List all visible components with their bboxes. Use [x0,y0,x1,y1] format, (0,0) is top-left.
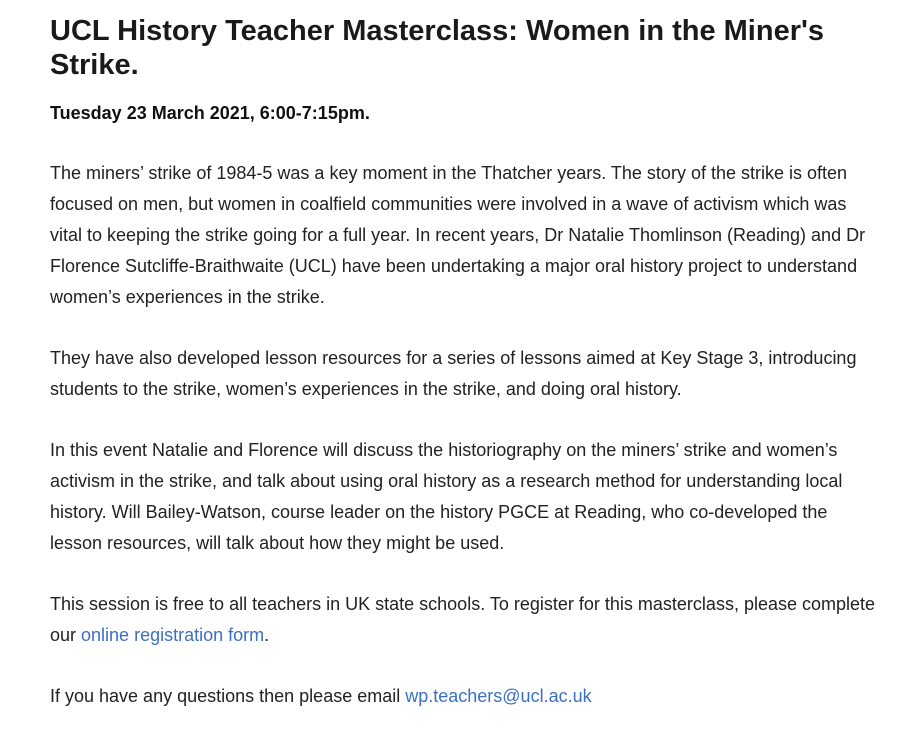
paragraph-contact [50,681,878,712]
contact-text: If you have any questions then please email [50,686,406,706]
paragraph-registration [50,589,878,651]
paragraph-intro: The miners’ strike of 1984-5 was a key moment in the Thatcher years. The story of the strike is often focused on men, but women in coalfield communities were involved in a wave of activism which was vital to keeping the strike going for a full year. In recent years, Dr Natalie Thomlinson (Reading) and Dr Florence Sutcliffe-Braithwaite (UCL) have been undertaking a major oral history project to understand women’s experiences in the strike. [50,163,866,307]
registration-end: . [264,625,270,645]
registration-text: This session is free to all teachers in UK state schools. To register for this masterclass, please complete our [50,594,876,645]
paragraph-event-details: In this event Natalie and Florence will discuss the historiography on the miners’ strike and women’s activism in the strike, and talk about using oral history as a research method for understanding local history. Will Bailey-Watson, course leader on the history PGCE at Reading, who co-developed the lesson resources, will talk about how they might be used. [50,440,843,553]
event-date-time: Tuesday 23 March 2021, 6:00-7:15pm. [50,103,370,123]
email-link[interactable]: wp.teachers@ucl.ac.uk [405,686,592,706]
paragraph-resources: They have also developed lesson resources for a series of lessons aimed at Key Stage 3, introducing students to the strike, women’s experiences in the strike, and doing oral history. [50,348,857,399]
registration-form-link[interactable]: online registration form [81,625,265,645]
page-title: UCL History Teacher Masterclass: Women in the Miner's Strike. [50,15,825,81]
